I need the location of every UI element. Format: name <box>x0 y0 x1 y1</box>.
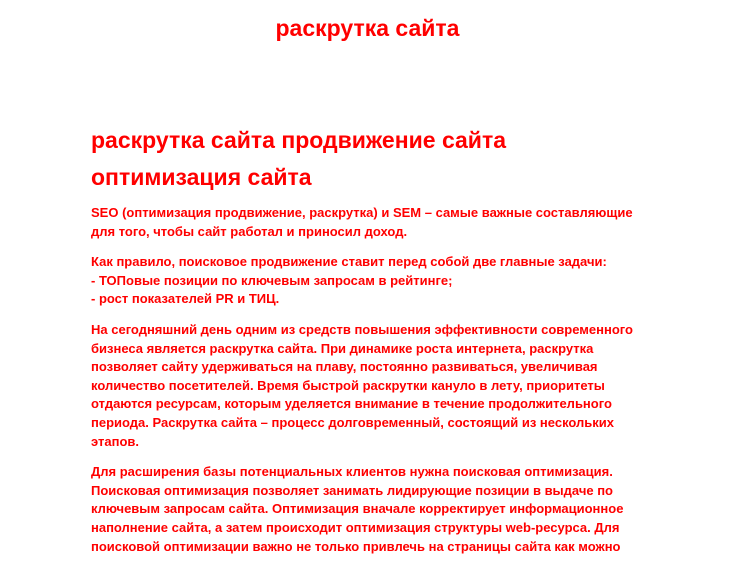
paragraph-optimization: Для расширения базы потенциальных клиентов нужна поисковая оптимизация. Поисковая оптимизация позволяет занимать лидирующие позиции в выдаче по ключевым запросам сайта. Оптимизация вначале корректирует информационное наполнение сайта, а затем происходит оптимизация структуры web-ресурса. Для поисковой оптимизации важно не только привлечь на страницы сайта как можно <box>91 464 624 554</box>
article-content <box>91 122 636 568</box>
paragraph-seo-intro: SEO (оптимизация продвижение, раскрутка) и SEM – самые важные составляющие для того, чтобы сайт работал и приносил доход. <box>91 205 633 239</box>
article-heading: раскрутка сайта продвижение сайта оптимизация сайта <box>91 127 506 190</box>
site-title: раскрутка сайта <box>275 15 460 41</box>
paragraph-business: На сегодняшний день одним из средств повышения эффективности современного бизнеса является раскрутка сайта. При динамике роста интернета, раскрутка позволяет сайту удерживаться на плаву, постоянно развиваться, увеличивая количество посетителей. Время быстрой раскрутки кануло в лету, приоритеты отдаются ресурсам, которым уделяется внимание в течение продолжительного периода. Раскрутка сайта – процесс долговременный, состоящий из нескольких этапов. <box>91 321 633 449</box>
paragraph-tasks: Как правило, поисковое продвижение ставит перед собой две главные задачи: - ТОПовые позиции по ключевым запросам в рейтинге; - рост показателей PR и ТИЦ. <box>91 254 607 307</box>
